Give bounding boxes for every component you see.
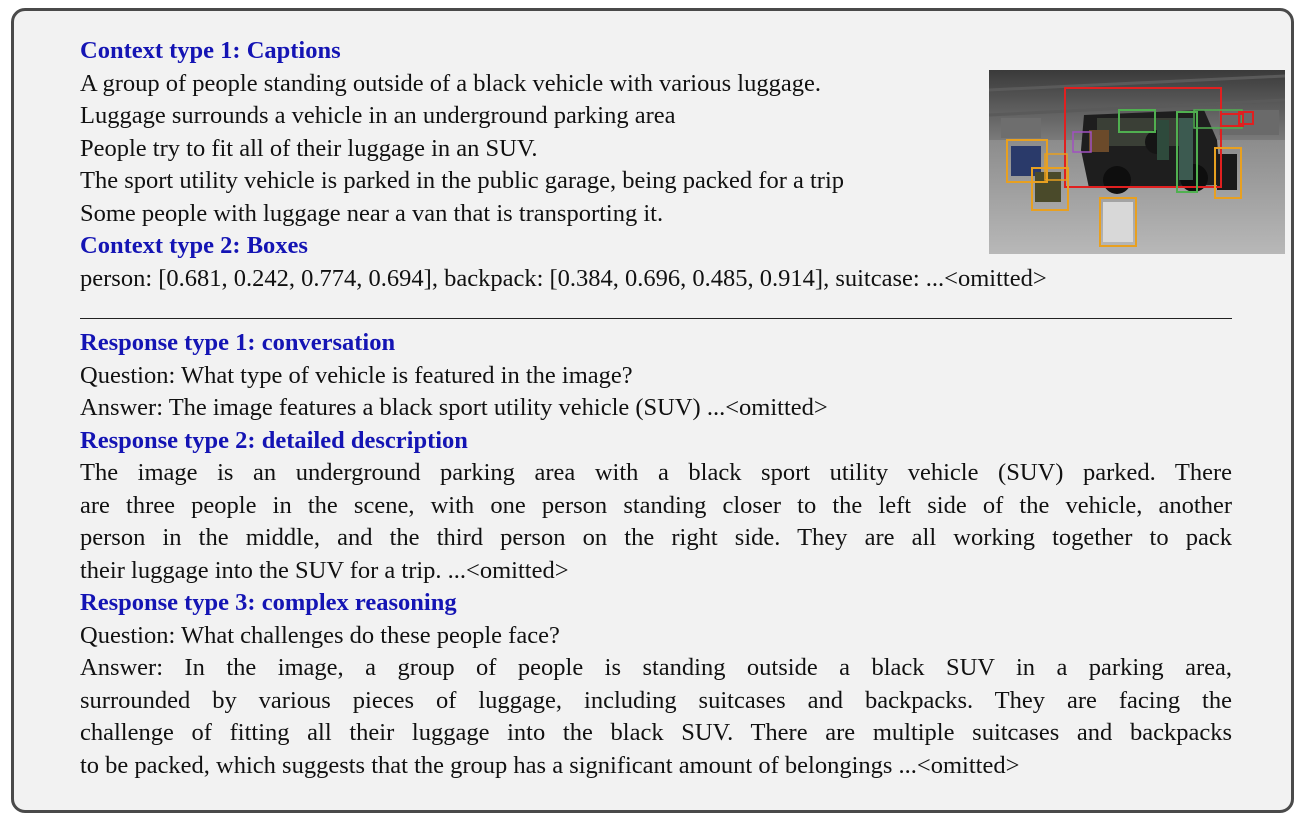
caption-line: A group of people standing outside of a black vehicle with various luggage. — [80, 70, 821, 97]
boxes-heading: Context type 2: Boxes — [80, 232, 308, 259]
boxes-text: person: [0.681, 0.242, 0.774, 0.694], backpack: [0.384, 0.696, 0.485, 0.914], suitcase: ...<omitted> — [80, 265, 1047, 292]
section-divider — [80, 318, 1232, 319]
response-3-answer-line: surrounded by various pieces of luggage, including suitcases and backpacks. They are facing the — [80, 687, 1232, 714]
response-3-answer-line: to be packed, which suggests that the group has a significant amount of belongings ...<omitted> — [80, 752, 1020, 779]
annotated-image — [989, 70, 1285, 254]
response-2-line: their luggage into the SUV for a trip. ...<omitted> — [80, 557, 569, 584]
captions-heading: Context type 1: Captions — [80, 37, 341, 64]
response-2-line: are three people in the scene, with one person standing closer to the left side of the vehicle, another — [80, 492, 1232, 519]
response-2-line: person in the middle, and the third person on the right side. They are all working together to pack — [80, 524, 1232, 551]
caption-line: Some people with luggage near a van that is transporting it. — [80, 200, 664, 227]
parking-garage-photo — [989, 70, 1285, 254]
response-1-answer: Answer: The image features a black sport utility vehicle (SUV) ...<omitted> — [80, 394, 828, 421]
response-3-answer-line: challenge of fitting all their luggage into the black SUV. There are multiple suitcases and backpacks — [80, 719, 1232, 746]
caption-line: Luggage surrounds a vehicle in an underground parking area — [80, 102, 676, 129]
response-1-question: Question: What type of vehicle is featured in the image? — [80, 362, 633, 389]
response-3-heading: Response type 3: complex reasoning — [80, 589, 457, 616]
response-3-question: Question: What challenges do these people face? — [80, 622, 560, 649]
caption-line: The sport utility vehicle is parked in the public garage, being packed for a trip — [80, 167, 845, 194]
response-1-heading: Response type 1: conversation — [80, 329, 396, 356]
caption-line: People try to fit all of their luggage in an SUV. — [80, 135, 538, 162]
response-2-heading: Response type 2: detailed description — [80, 427, 468, 454]
response-2-line: The image is an underground parking area with a black sport utility vehicle (SUV) parked. There — [80, 459, 1232, 486]
response-3-answer-line: Answer: In the image, a group of people is standing outside a black SUV in a parking area, — [80, 654, 1232, 681]
